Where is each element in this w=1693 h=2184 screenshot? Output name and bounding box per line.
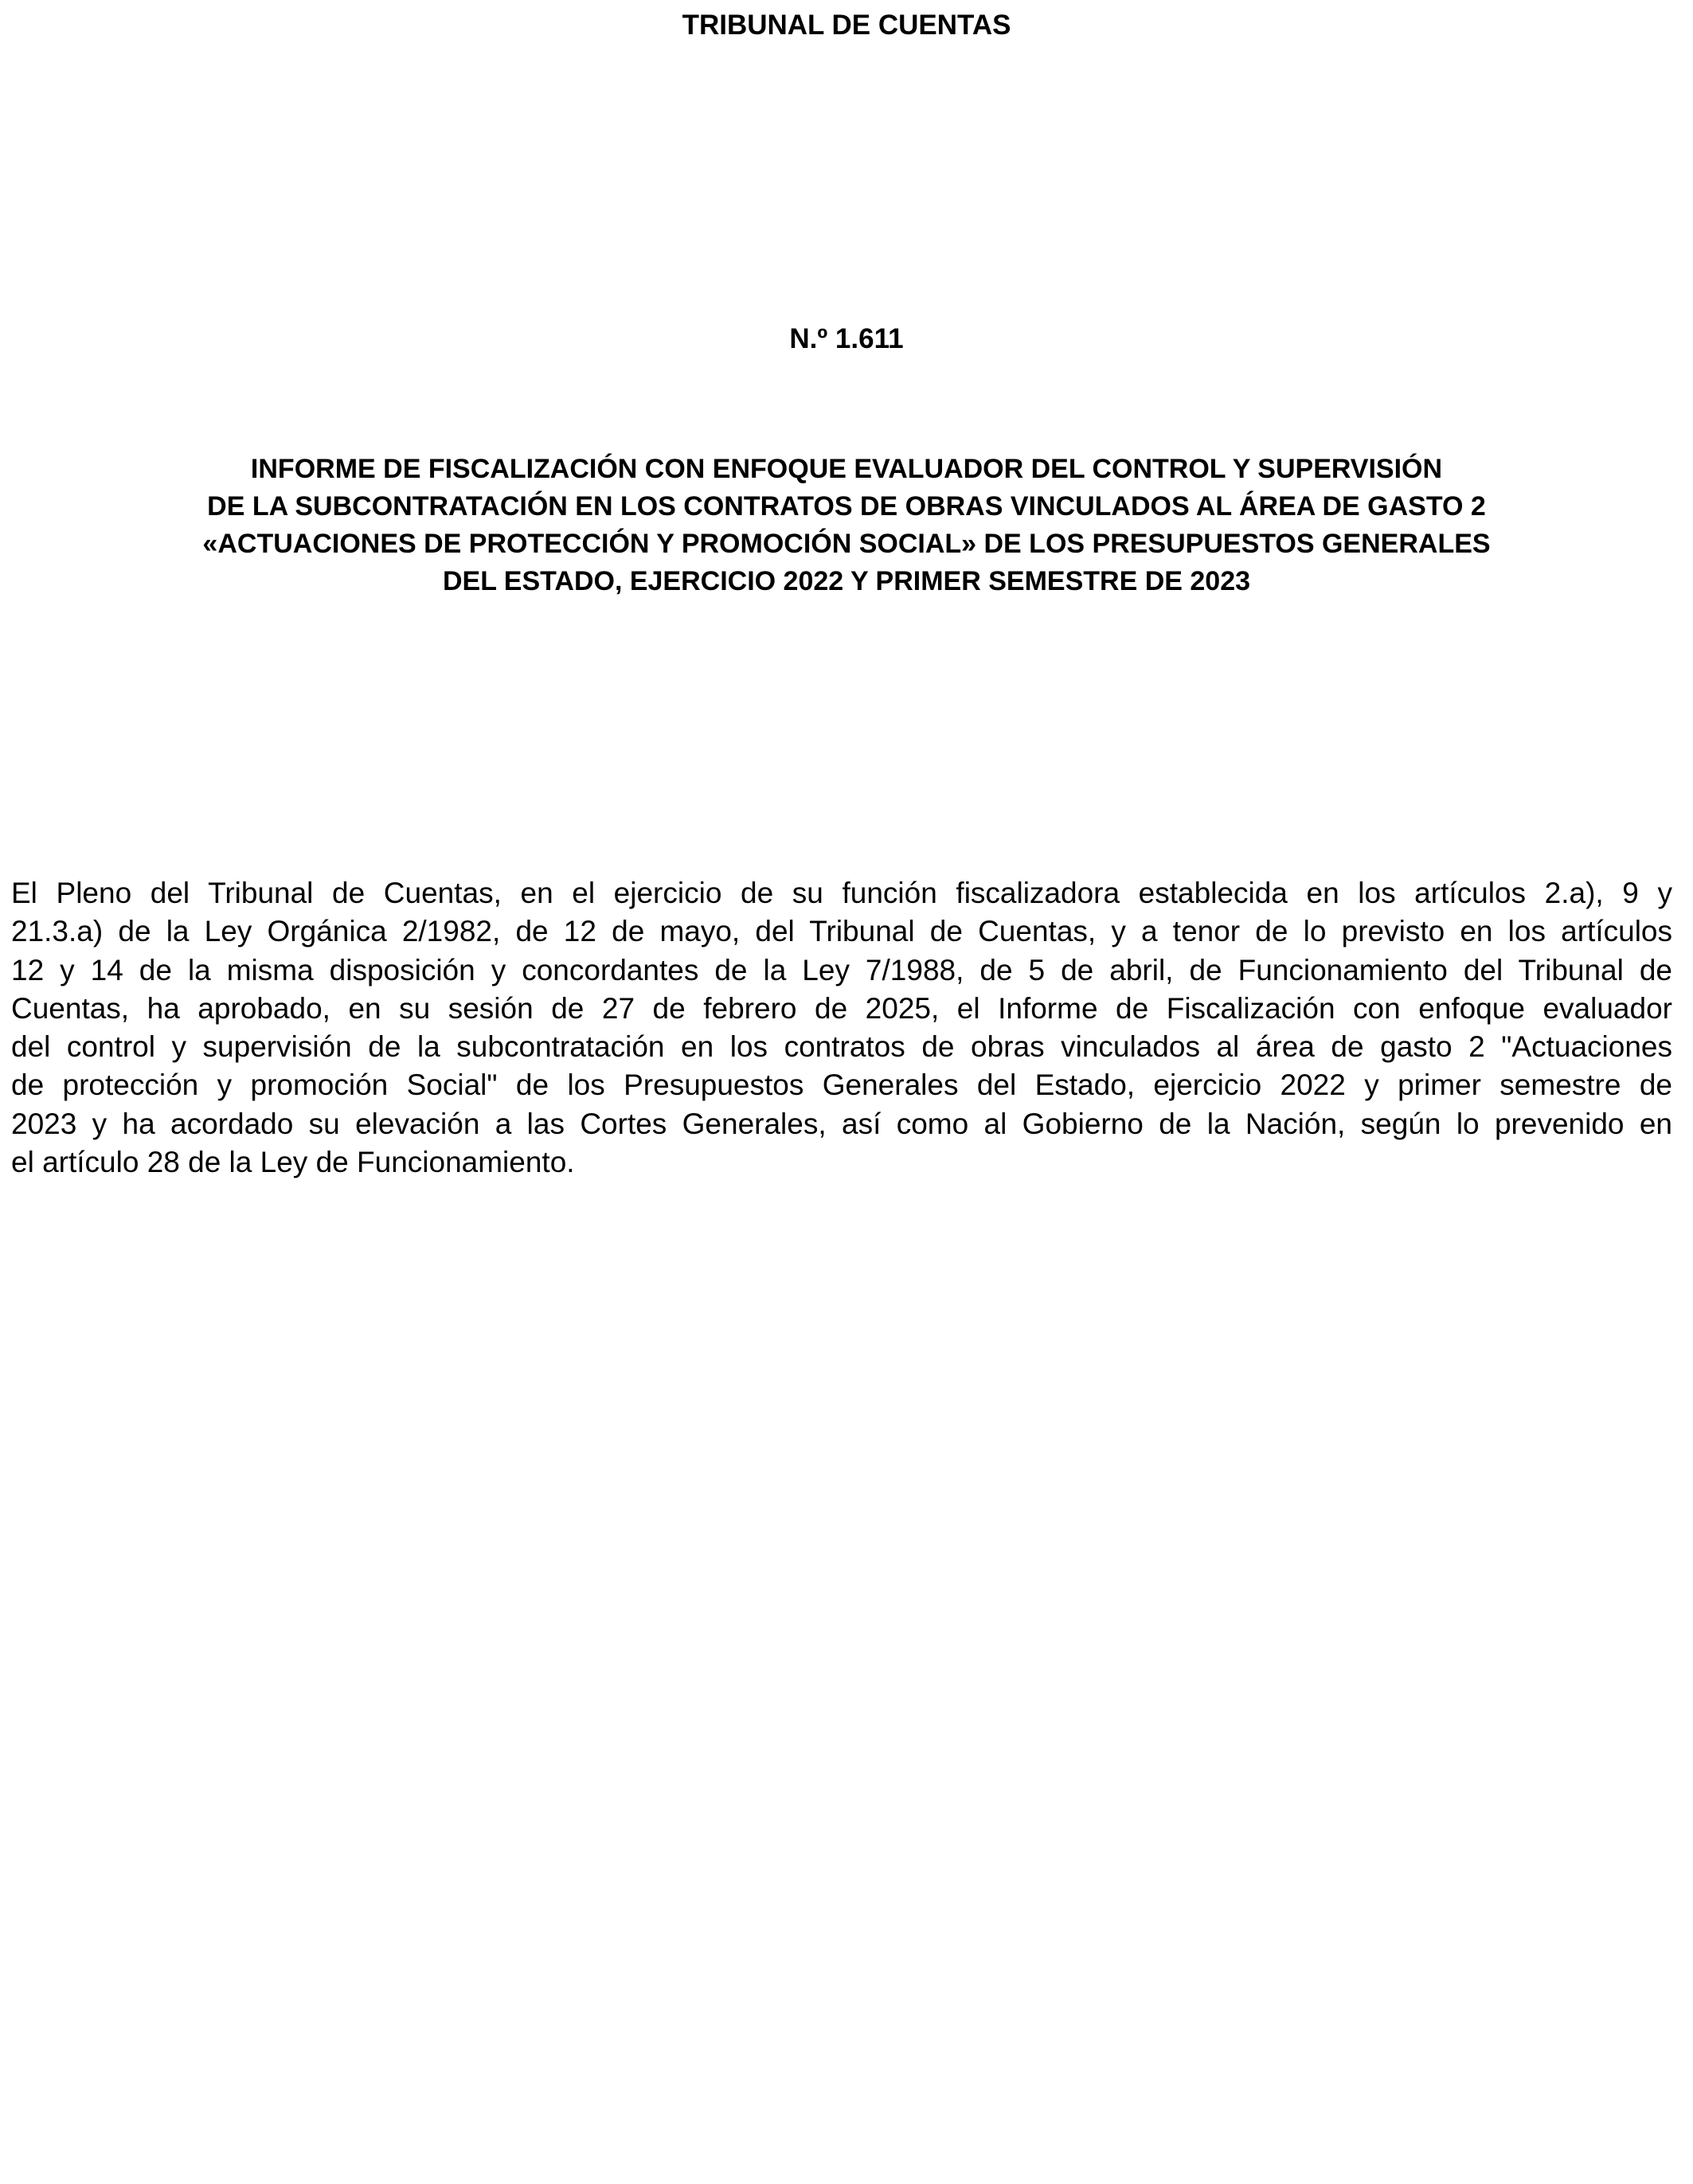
title-line: DE LA SUBCONTRATACIÓN EN LOS CONTRATOS DE OBRAS VINCULADOS AL ÁREA DE GASTO 2	[207, 491, 1486, 522]
title-line: «ACTUACIONES DE PROTECCIÓN Y PROMOCIÓN SOCIAL» DE LOS PRESUPUESTOS GENERALES	[202, 529, 1491, 559]
paragraph-line: El Pleno del Tribunal de Cuentas, en el ejercicio de su función fiscalizadora establecida en los artículos 2.a), 9 y	[11, 877, 1672, 909]
paragraph-line: 21.3.a) de la Ley Orgánica 2/1982, de 12 de mayo, del Tribunal de Cuentas, y a tenor de lo previsto en los artículos	[11, 915, 1672, 948]
title-line: INFORME DE FISCALIZACIÓN CON ENFOQUE EVALUADOR DEL CONTROL Y SUPERVISIÓN	[250, 454, 1443, 484]
paragraph-line: 2023 y ha acordado su elevación a las Cortes Generales, así como al Gobierno de la Nación, según lo prevenido en	[11, 1107, 1672, 1140]
report-number: N.º 1.611	[789, 323, 904, 354]
title-line: DEL ESTADO, EJERCICIO 2022 Y PRIMER SEMESTRE DE 2023	[442, 566, 1251, 596]
paragraph-line: del control y supervisión de la subcontratación en los contratos de obras vinculados al área de gasto 2 "Actuaciones	[11, 1030, 1672, 1064]
paragraph-line: 12 y 14 de la misma disposición y concordantes de la Ley 7/1988, de 5 de abril, de Funcionamiento del Tribunal de	[11, 953, 1672, 987]
report-title	[0, 451, 1693, 600]
body-paragraph	[11, 874, 1672, 1182]
organization-header: TRIBUNAL DE CUENTAS	[682, 10, 1011, 41]
paragraph-line: Cuentas, ha aprobado, en su sesión de 27 de febrero de 2025, el Informe de Fiscalización con enfoque evaluador	[11, 991, 1672, 1025]
paragraph-line: el artículo 28 de la Ley de Funcionamiento.	[11, 1146, 575, 1179]
paragraph-line: de protección y promoción Social" de los Presupuestos Generales del Estado, ejercicio 2022 y primer semestre de	[11, 1069, 1672, 1102]
